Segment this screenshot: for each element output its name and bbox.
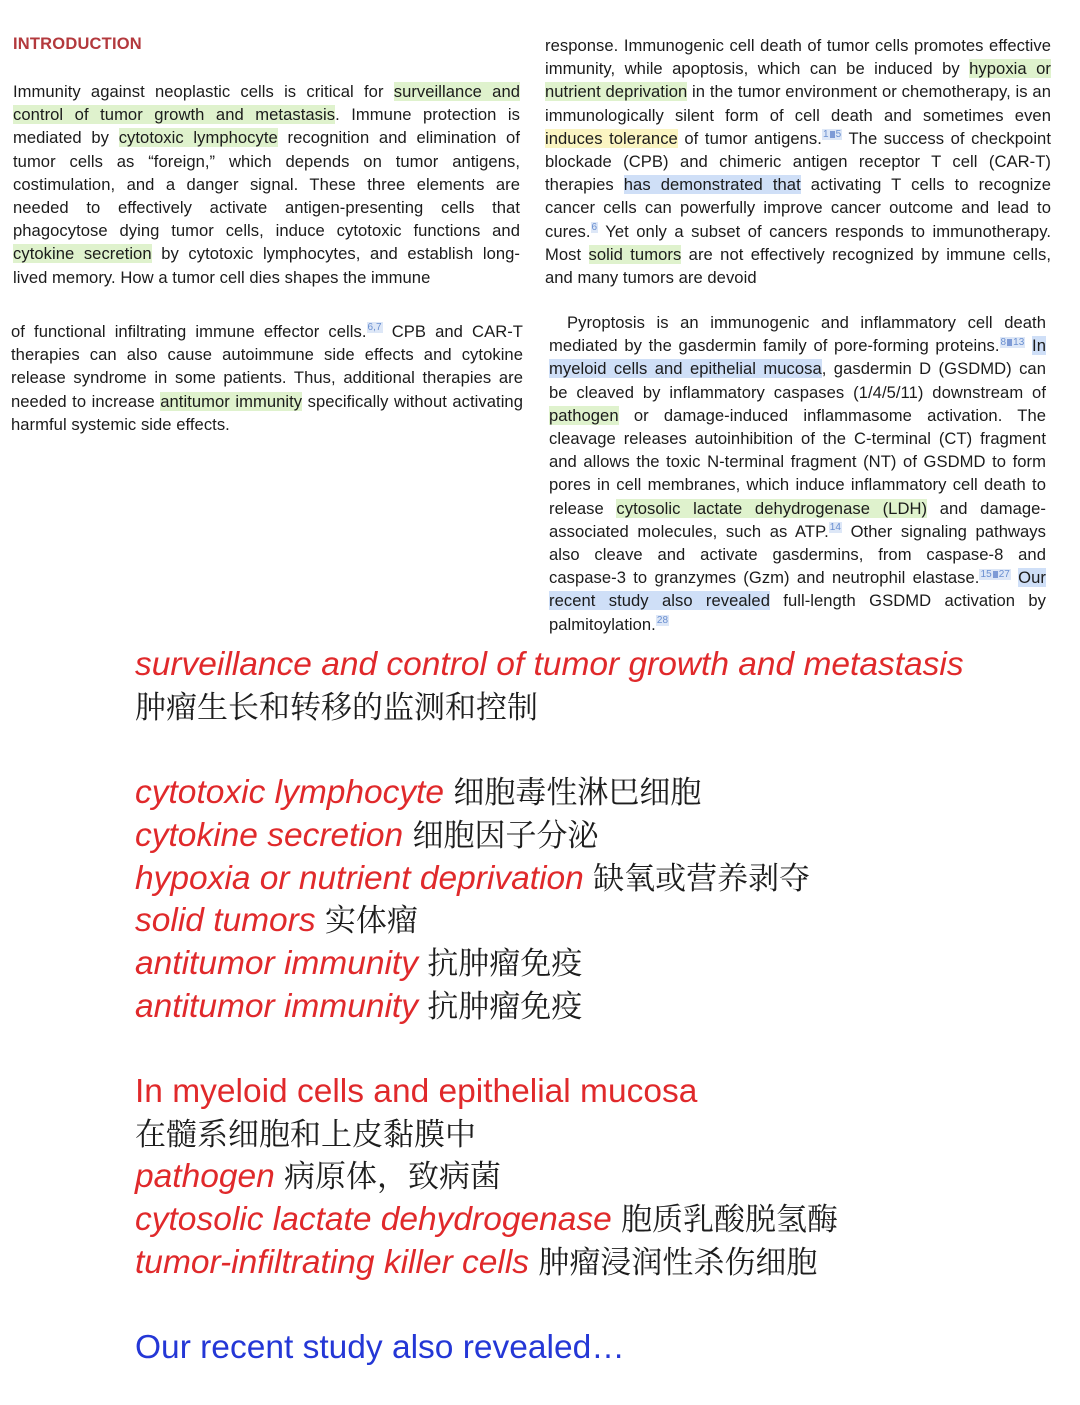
highlight: surveillance and control of tumor growth and metastasis: [13, 82, 521, 125]
text: specifically without activating harmful systemic side effects.: [11, 391, 523, 434]
text: of functional infiltrating immune effector cells.: [11, 322, 367, 341]
citation-end: 27: [998, 568, 1010, 580]
text: or damage-induced inflammasome activation. The cleavage releases autoinhibition of the C-terminal (CT) fragment and allows the toxic N-terminal fragment (NT) of GSDMD to form pores in cell membranes, which induce inflammatory cell death to release: [549, 405, 1046, 518]
vocab-entry: [135, 986, 1055, 1029]
text: Yet only a subset of cancers responds to immunotherapy. Most: [545, 221, 1051, 264]
range-dash-icon: [993, 571, 998, 578]
range-dash-icon: [830, 131, 835, 138]
vocab-zh: 在髓系细胞和上皮黏膜中: [135, 1116, 476, 1153]
vocab-zh: 细胞毒性淋巴细胞: [453, 775, 702, 812]
highlight: cytotoxic lymphocyte: [118, 128, 278, 148]
vocab-term-zh: [135, 1114, 1055, 1157]
text: of tumor antigens.: [677, 128, 822, 148]
text: recognition and elimination of tumor cells as “foreign,” which depends on tumor antigens, costimulation, and a danger signal. These three elements are needed to effectively activate antigen-presenting cells that phagocytose dying tumor cells, induce cytotoxic functions and: [13, 128, 520, 241]
vocab-term-zh: [135, 687, 1055, 730]
text: Other signaling pathways also cleave and activate gasdermins, from caspase-8 and caspase-3 to granzymes (Gzm) and neutrophil elastase.: [549, 521, 1046, 588]
text: Pyroptosis is an immunogenic and inflammatory cell death mediated by the gasdermin family of pore-forming proteins.: [549, 313, 1046, 356]
vocab-zh: 细胞因子分泌: [412, 817, 599, 854]
spacer: [135, 1028, 1055, 1071]
text: The success of checkpoint blockade (CPB) and chimeric antigen receptor T cell (CAR-T) therapies: [545, 128, 1051, 195]
left-column-top-paragraph: [13, 80, 520, 289]
spacer: [135, 1285, 1055, 1328]
text: response. Immunogenic cell death of tumor cells promotes effective immunity, while apoptosis, which can be induced by: [545, 36, 1051, 79]
vocab-en: antitumor immunity: [135, 987, 418, 1025]
highlight: Our recent study also revealed: [549, 568, 1046, 611]
citation-end: 13: [1013, 336, 1025, 348]
vocab-entry: [135, 900, 1055, 943]
right-column-bottom-paragraph: [549, 311, 1046, 636]
vocab-entry: [135, 1156, 1055, 1199]
citation-ref[interactable]: [1000, 337, 1026, 348]
vocab-en: tumor-infiltrating killer cells: [135, 1243, 530, 1281]
vocab-entry: [135, 815, 1055, 858]
text: by cytotoxic lymphocytes, and establish long-lived memory. How a tumor cell dies shapes the immune: [13, 244, 520, 287]
vocab-phrase: [135, 1327, 1055, 1370]
citation-ref[interactable]: 6,7: [367, 322, 382, 334]
section-heading: INTRODUCTION: [13, 35, 142, 53]
vocab-en: antitumor immunity: [135, 944, 418, 982]
highlight: solid tumors: [588, 244, 682, 264]
right-column-top-paragraph: [545, 34, 1051, 289]
vocab-entry: [135, 1199, 1055, 1242]
citation-ref[interactable]: [979, 569, 1010, 580]
vocab-zh: 抗肿瘤免疫: [427, 988, 583, 1025]
highlight: In myeloid cells and epithelial mucosa: [549, 336, 1046, 379]
highlight: hypoxia or nutrient deprivation: [545, 59, 1051, 102]
vocab-phrase-en: Our recent study also revealed…: [135, 1329, 625, 1367]
citation-ref[interactable]: 28: [656, 615, 669, 627]
text: in the tumor environment or chemotherapy, is an immunologically silent form of cell death and sometimes even: [545, 82, 1051, 125]
vocab-en: hypoxia or nutrient deprivation: [135, 859, 584, 897]
vocab-zh: 病原体，致病菌: [284, 1159, 502, 1196]
vocab-en: solid tumors: [135, 902, 316, 940]
highlight: cytokine secretion: [13, 244, 152, 264]
text: are not effectively recognized by immune cells, and many tumors are devoid: [545, 244, 1051, 288]
vocab-entry: [135, 943, 1055, 986]
citation-start: 15: [980, 568, 992, 580]
vocab-zh: 肿瘤浸润性杀伤细胞: [538, 1244, 818, 1281]
citation-ref[interactable]: 14: [829, 522, 841, 534]
text: , gasdermin D (GSDMD) can be cleaved by inflammatory caspases (1/4/5/11) downstream of: [549, 359, 1046, 402]
highlight: has demonstrated that: [623, 175, 801, 195]
citation-start: 1: [822, 129, 829, 141]
highlight: pathogen: [549, 405, 619, 425]
vocab-en: cytosolic lactate dehydrogenase: [135, 1201, 612, 1239]
text: CPB and CAR-T therapies can also cause autoimmune side effects and cytokine release syndrome in some patients. Thus, additional therapies are needed to increase: [11, 322, 523, 411]
vocab-zh: 肿瘤生长和转移的监测和控制: [135, 689, 538, 726]
vocab-term-en: [135, 1071, 1055, 1114]
vocab-en: In myeloid cells and epithelial mucosa: [135, 1073, 698, 1110]
citation-ref[interactable]: [822, 129, 842, 140]
citation-end: 5: [835, 129, 842, 141]
vocab-en: pathogen: [135, 1158, 275, 1196]
text: and damage-associated molecules, such as ATP.: [549, 498, 1047, 541]
range-dash-icon: [1007, 339, 1012, 346]
highlight: induces tolerance: [545, 128, 678, 148]
highlight: antitumor immunity: [160, 391, 303, 411]
text: full-length GSDMD activation by palmitoylation.: [549, 591, 1046, 634]
highlight: cytosolic lactate dehydrogenase (LDH): [616, 498, 928, 518]
vocab-en: cytotoxic lymphocyte: [135, 774, 445, 812]
spacer: [135, 729, 1055, 772]
vocabulary-notes: [135, 644, 1055, 1370]
vocab-entry: [135, 1242, 1055, 1285]
citation-start: 8: [1000, 336, 1007, 348]
vocab-en: cytokine secretion: [135, 816, 404, 854]
vocab-zh: 抗肿瘤免疫: [427, 945, 583, 982]
text: Immunity against neoplastic cells is critical for: [13, 82, 394, 101]
left-column-bottom-paragraph: [11, 320, 523, 436]
vocab-zh: 缺氧或营养剥夺: [593, 860, 811, 897]
vocab-zh: 胞质乳酸脱氢酶: [621, 1202, 839, 1239]
text: activating T cells to recognize cancer cells can powerfully improve cancer outcome and lead to cures.: [545, 175, 1052, 241]
vocab-en: surveillance and control of tumor growth and metastasis: [135, 646, 964, 683]
vocab-zh: 实体瘤: [324, 903, 418, 940]
text: . Immune protection is mediated by: [13, 105, 520, 148]
vocab-term-en: [135, 644, 1055, 687]
vocab-entry: [135, 772, 1055, 815]
citation-ref[interactable]: 6: [591, 222, 598, 234]
vocab-entry: [135, 858, 1055, 901]
